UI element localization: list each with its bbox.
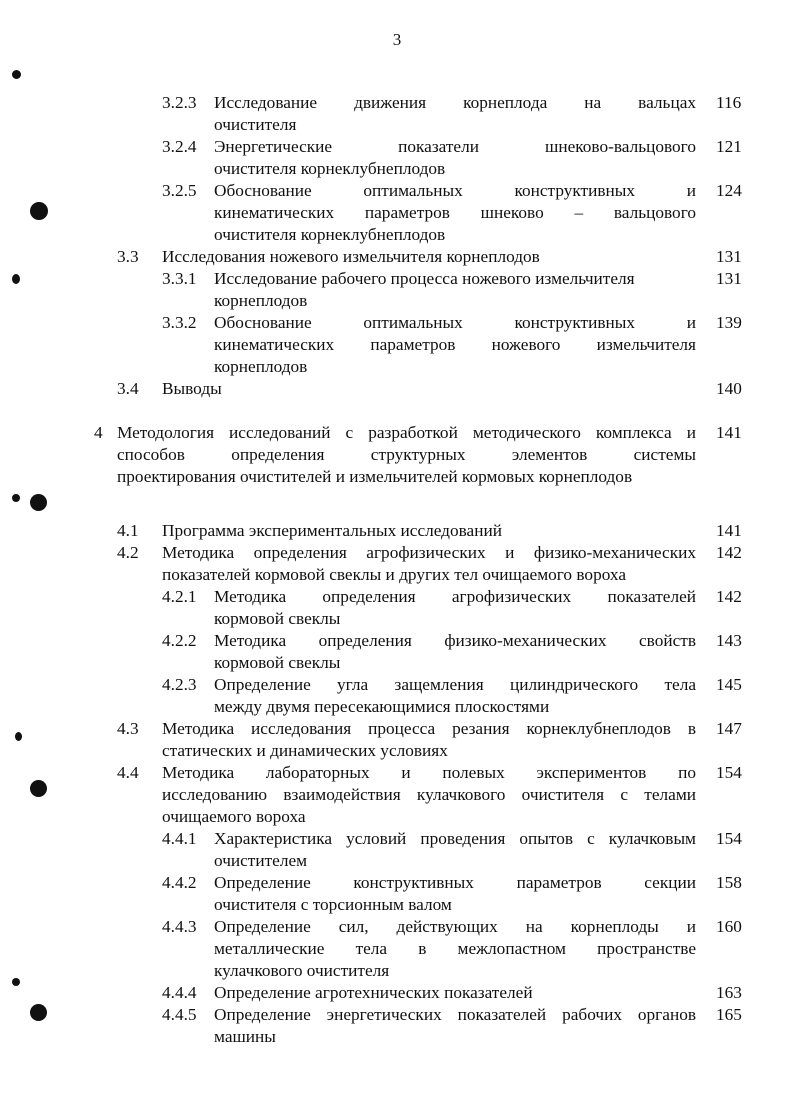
toc-entry-title: Определение сил, действующих на корнеплоды и bbox=[214, 917, 696, 936]
toc-entry-title: корнеплодов bbox=[214, 357, 308, 376]
toc-entry[interactable] bbox=[0, 92, 794, 136]
toc-entry[interactable] bbox=[0, 630, 794, 674]
page-number: 3 bbox=[392, 30, 402, 49]
toc-entry-title: Определение угла защемления цилиндрического тела bbox=[214, 675, 696, 694]
toc-entry-title: Исследование движения корнеплода на вальцах bbox=[214, 93, 696, 112]
toc-entry-title: кормовой свеклы bbox=[214, 653, 341, 672]
toc-entry[interactable] bbox=[0, 378, 794, 400]
toc-entry-title: очистителем bbox=[214, 851, 308, 870]
toc-entry-number: 4.4 bbox=[117, 763, 139, 782]
toc-entry[interactable] bbox=[0, 1004, 794, 1048]
toc-entry-page: 141 bbox=[716, 521, 742, 540]
toc-entry-page: 142 bbox=[716, 543, 742, 562]
toc-entry[interactable] bbox=[0, 718, 794, 762]
toc-entry-page: 121 bbox=[716, 137, 742, 156]
toc-entry[interactable] bbox=[0, 136, 794, 180]
toc-entry-title: Методика определения агрофизических и физико-механических bbox=[162, 543, 696, 562]
toc-entry-number: 4.2.3 bbox=[162, 675, 197, 694]
toc-entry-title: Определение агротехнических показателей bbox=[214, 983, 533, 1002]
toc-entry-title: Характеристика условий проведения опытов с кулачковым bbox=[214, 829, 696, 848]
toc-entry-number: 3.2.5 bbox=[162, 181, 197, 200]
toc-entry[interactable] bbox=[0, 762, 794, 828]
toc-entry-title: металлические тела в межлопастном пространстве bbox=[214, 939, 696, 958]
toc-entry-page: 141 bbox=[716, 423, 742, 442]
toc-entry-title: кормовой свеклы bbox=[214, 609, 341, 628]
table-of-contents bbox=[0, 92, 794, 1048]
toc-entry-page: 142 bbox=[716, 587, 742, 606]
toc-entry-number: 4.4.5 bbox=[162, 1005, 197, 1024]
toc-entry-title: Выводы bbox=[162, 379, 222, 398]
toc-entry-number: 3.2.3 bbox=[162, 93, 197, 112]
toc-entry-title: между двумя пересекающимися плоскостями bbox=[214, 697, 550, 716]
toc-entry-number: 3.3 bbox=[117, 247, 139, 266]
toc-entry[interactable] bbox=[0, 542, 794, 586]
toc-entry-page: 124 bbox=[716, 181, 742, 200]
toc-entry-number: 3.4 bbox=[117, 379, 139, 398]
toc-entry-number: 4.2.2 bbox=[162, 631, 197, 650]
toc-entry-page: 145 bbox=[716, 675, 742, 694]
toc-entry-title: показателей кормовой свеклы и других тел очищаемого вороха bbox=[162, 565, 627, 584]
toc-entry[interactable] bbox=[0, 982, 794, 1004]
toc-entry[interactable] bbox=[0, 916, 794, 982]
toc-entry-number: 4.4.2 bbox=[162, 873, 197, 892]
toc-entry-title: очистителя корнеклубнеплодов bbox=[214, 159, 446, 178]
toc-entry-page: 163 bbox=[716, 983, 742, 1002]
toc-entry[interactable] bbox=[0, 268, 794, 312]
toc-entry-title: Методика лабораторных и полевых экспериментов по bbox=[162, 763, 696, 782]
toc-entry-title: Энергетические показатели шнеково-вальцового bbox=[214, 137, 696, 156]
toc-entry-number: 4.2.1 bbox=[162, 587, 197, 606]
toc-entry-number: 4.4.4 bbox=[162, 983, 197, 1002]
toc-entry-number: 4.2 bbox=[117, 543, 139, 562]
toc-entry-page: 131 bbox=[716, 269, 742, 288]
toc-entry[interactable] bbox=[0, 246, 794, 268]
toc-entry-page: 158 bbox=[716, 873, 742, 892]
toc-entry-title: корнеплодов bbox=[214, 291, 308, 310]
toc-entry-title: исследованию взаимодействия кулачкового очистителя с телами bbox=[162, 785, 696, 804]
toc-entry[interactable] bbox=[0, 674, 794, 718]
toc-entry-title: Программа экспериментальных исследований bbox=[162, 521, 502, 540]
toc-entry-page: 154 bbox=[716, 763, 742, 782]
toc-entry-page: 140 bbox=[716, 379, 742, 398]
toc-entry-title: очистителя bbox=[214, 115, 297, 134]
toc-entry-title: Методология исследований с разработкой методического комплекса и bbox=[117, 423, 696, 442]
toc-entry-page: 147 bbox=[716, 719, 742, 738]
toc-entry-number: 4 bbox=[94, 423, 103, 442]
toc-entry[interactable] bbox=[0, 828, 794, 872]
toc-entry-title: способов определения структурных элементов системы bbox=[117, 445, 696, 464]
toc-entry-number: 3.3.1 bbox=[162, 269, 197, 288]
toc-entry-number: 4.3 bbox=[117, 719, 139, 738]
toc-entry-title: кинематических параметров ножевого измельчителя bbox=[214, 335, 696, 354]
toc-entry-title: Обоснование оптимальных конструктивных и bbox=[214, 181, 696, 200]
toc-entry[interactable] bbox=[0, 520, 794, 542]
toc-entry-page: 131 bbox=[716, 247, 742, 266]
toc-entry-title: Исследование рабочего процесса ножевого измельчителя bbox=[214, 269, 635, 288]
toc-entry-title: проектирования очистителей и измельчителей кормовых корнеплодов bbox=[117, 467, 633, 486]
toc-entry-title: Методика определения физико-механических свойств bbox=[214, 631, 696, 650]
toc-entry-number: 3.3.2 bbox=[162, 313, 197, 332]
toc-entry-title: кинематических параметров шнеково – вальцового bbox=[214, 203, 696, 222]
toc-entry-title: Исследования ножевого измельчителя корнеплодов bbox=[162, 247, 540, 266]
toc-entry-number: 4.4.1 bbox=[162, 829, 197, 848]
toc-entry-title: статических и динамических условиях bbox=[162, 741, 448, 760]
toc-entry[interactable] bbox=[0, 180, 794, 246]
toc-entry-title: очищаемого вороха bbox=[162, 807, 306, 826]
punch-hole-mark bbox=[12, 70, 21, 79]
toc-entry-number: 4.1 bbox=[117, 521, 139, 540]
toc-entry-title: очистителя с торсионным валом bbox=[214, 895, 452, 914]
toc-entry-title: кулачкового очистителя bbox=[214, 961, 390, 980]
toc-entry-page: 160 bbox=[716, 917, 742, 936]
toc-entry-title: машины bbox=[214, 1027, 276, 1046]
toc-entry-title: очистителя корнеклубнеплодов bbox=[214, 225, 446, 244]
toc-entry-title: Методика исследования процесса резания корнеклубнеплодов в bbox=[162, 719, 696, 738]
toc-entry-number: 4.4.3 bbox=[162, 917, 197, 936]
toc-entry-number: 3.2.4 bbox=[162, 137, 197, 156]
toc-entry[interactable] bbox=[0, 422, 794, 488]
toc-entry-title: Определение энергетических показателей рабочих органов bbox=[214, 1005, 696, 1024]
toc-entry[interactable] bbox=[0, 872, 794, 916]
toc-entry-page: 165 bbox=[716, 1005, 742, 1024]
toc-entry-page: 154 bbox=[716, 829, 742, 848]
toc-entry-page: 143 bbox=[716, 631, 742, 650]
toc-entry[interactable] bbox=[0, 586, 794, 630]
toc-entry-page: 139 bbox=[716, 313, 742, 332]
toc-entry[interactable] bbox=[0, 312, 794, 378]
toc-entry-title: Обоснование оптимальных конструктивных и bbox=[214, 313, 696, 332]
toc-entry-page: 116 bbox=[716, 93, 742, 112]
toc-entry-title: Методика определения агрофизических показателей bbox=[214, 587, 696, 606]
toc-entry-title: Определение конструктивных параметров секции bbox=[214, 873, 696, 892]
